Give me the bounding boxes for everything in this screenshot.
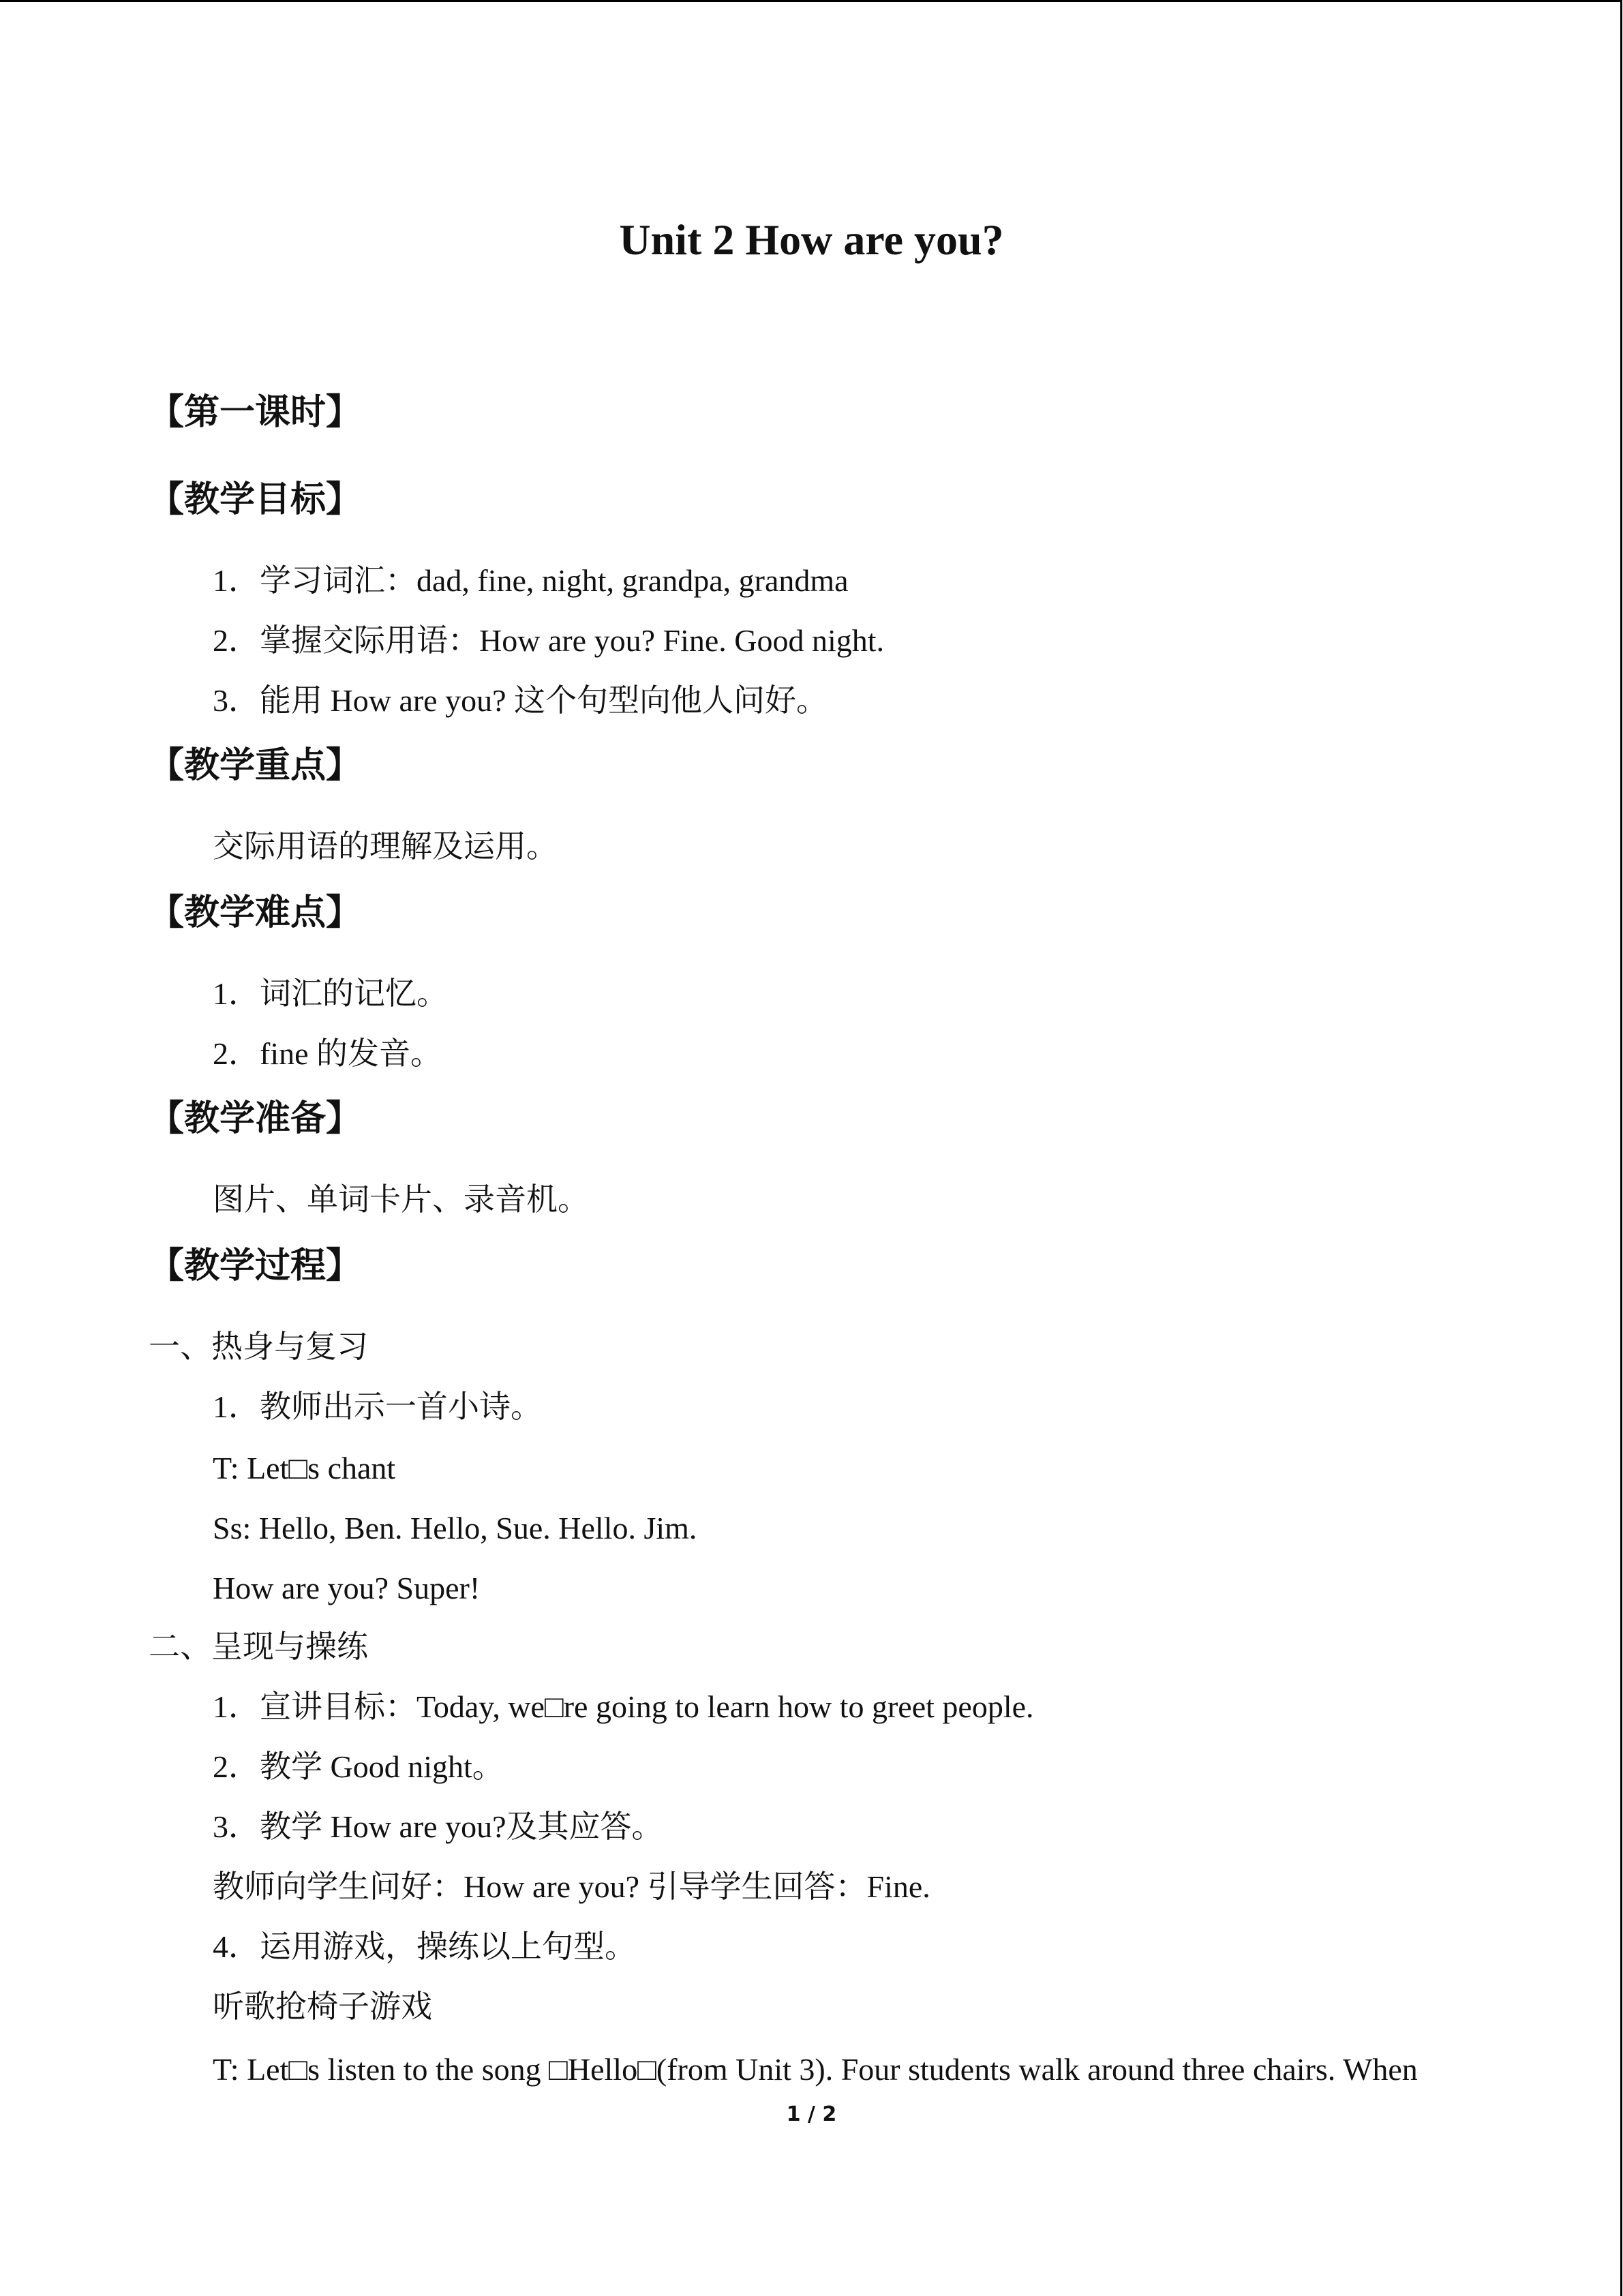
page-number: 1 / 2	[786, 2102, 837, 2126]
objectives-heading: 【教学目标】	[149, 479, 362, 520]
process-line: 2．教学 Good night。	[213, 1749, 504, 1784]
process-heading: 【教学过程】	[149, 1245, 362, 1286]
process-part1-title: 一、热身与复习	[149, 1329, 368, 1364]
lesson-heading: 【第一课时】	[149, 392, 362, 433]
difficulty-item: 2．fine 的发音。	[213, 1036, 442, 1071]
key-points-text: 交际用语的理解及运用。	[213, 829, 558, 864]
process-line: 3．教学 How are you?及其应答。	[213, 1809, 663, 1844]
objective-item: 1．学习词汇：dad, fine, night, grandpa, grandma	[213, 563, 849, 598]
objective-item: 3．能用 How are you? 这个句型向他人问好。	[213, 683, 828, 718]
key-points-heading: 【教学重点】	[149, 745, 362, 786]
preparation-heading: 【教学准备】	[149, 1098, 362, 1139]
process-line: T: Let□s chant	[213, 1451, 396, 1485]
process-line: Ss: Hello, Ben. Hello, Sue. Hello. Jim.	[213, 1511, 697, 1545]
document-title: Unit 2 How are you?	[619, 215, 1004, 264]
process-line: 4．运用游戏，操练以上句型。	[213, 1929, 636, 1964]
process-part2-title: 二、呈现与操练	[149, 1629, 368, 1664]
difficulty-item: 1．词汇的记忆。	[213, 976, 448, 1011]
process-line: How are you? Super!	[213, 1571, 481, 1605]
difficulties-heading: 【教学难点】	[149, 892, 362, 933]
preparation-text: 图片、单词卡片、录音机。	[213, 1182, 589, 1217]
process-line: 教师向学生问好：How are you? 引导学生回答：Fine.	[213, 1869, 930, 1904]
process-line: 听歌抢椅子游戏	[213, 1989, 432, 2024]
objective-item: 2．掌握交际用语：How are you? Fine. Good night.	[213, 623, 885, 658]
process-line: 1．教师出示一首小诗。	[213, 1389, 542, 1424]
process-line: T: Let□s listen to the song □Hello□(from Unit 3). Four students walk around three chairs. When	[213, 2052, 1418, 2087]
process-line: 1．宣讲目标：Today, we□re going to learn how to greet people.	[213, 1689, 1034, 1724]
